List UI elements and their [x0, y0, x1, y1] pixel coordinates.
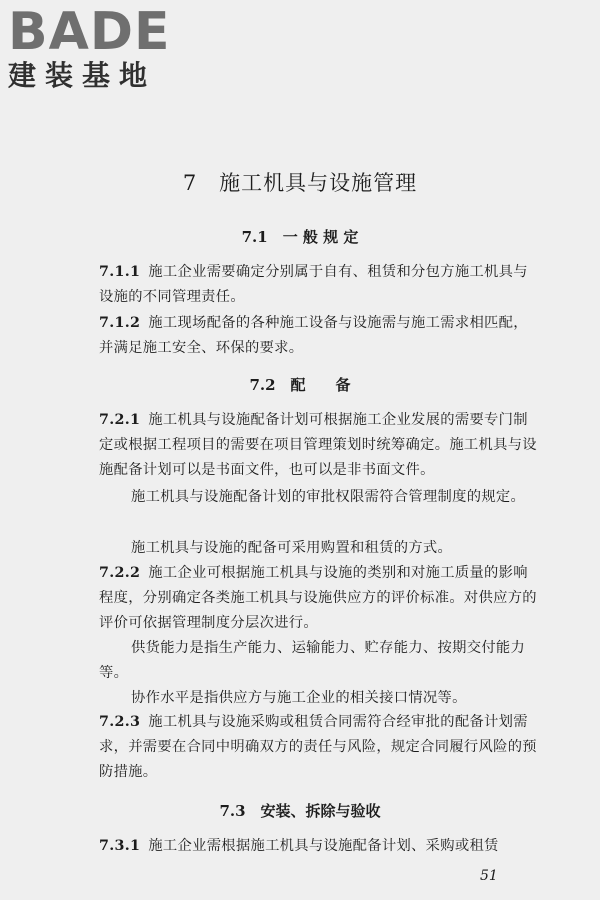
section-heading-7-1: 7.1 一 般 规 定 — [241, 228, 359, 246]
clause-7-2-3 — [99, 710, 539, 785]
clause-number: 7.2.1 — [99, 412, 141, 428]
bade-logo — [8, 4, 178, 94]
chapter-title: 7 施工机具与设施管理 — [182, 171, 418, 195]
clause-text: 施工现场配备的各种施工设备与设施需与施工需求相匹配，并满足施工安全、环保的要求。 — [99, 315, 528, 356]
logo-subtitle: 建装基地 — [8, 59, 157, 92]
clause-text: 施工企业可根据施工机具与设施的类别和对施工质量的影响程度，分别确定各类施工机具与设施供应方的评价标准。对供应方的评价可依据管理制度分层次进行。 — [99, 565, 537, 631]
clause-number: 7.3.1 — [99, 838, 141, 854]
paragraph-approval: 施工机具与设施配备计划的审批权限需符合管理制度的规定。 — [131, 489, 526, 505]
clause-number: 7.1.1 — [99, 264, 141, 280]
clause-number: 7.2.2 — [99, 565, 141, 581]
clause-text: 施工机具与设施配备计划可根据施工企业发展的需要专门制定或根据工程项目的需要在项目管理策划时统筹确定。施工机具与设施配备计划可以是书面文件，也可以是非书面文件。 — [99, 412, 537, 478]
page-number: 51 — [480, 868, 498, 884]
clause-number: 7.1.2 — [99, 315, 141, 331]
clause-number: 7.2.3 — [99, 714, 141, 730]
clause-7-1-1 — [99, 260, 539, 310]
paragraph-procurement-method: 施工机具与设施的配备可采用购置和租赁的方式。 — [131, 540, 453, 556]
logo-wordmark: BADE — [8, 2, 171, 62]
section-heading-7-2: 7.2 配 备 — [249, 376, 351, 394]
paragraph-supply-capacity: 供货能力是指生产能力、运输能力、贮存能力、按期交付能力等。 — [99, 640, 526, 681]
section-heading-7-3: 7.3 安装、拆除与验收 — [219, 802, 381, 820]
clause-7-1-2 — [99, 311, 539, 361]
clause-text: 施工企业需根据施工机具与设施配备计划、采购或租赁 — [148, 838, 499, 854]
clause-text: 施工机具与设施采购或租赁合同需符合经审批的配备计划需求，并需要在合同中明确双方的责任与风险，规定合同履行风险的预防措施。 — [99, 714, 537, 780]
clause-7-2-1 — [99, 408, 539, 483]
clause-text: 施工企业需要确定分别属于自有、租赁和分包方施工机具与设施的不同管理责任。 — [99, 264, 528, 305]
clause-7-3-1 — [99, 834, 539, 859]
paragraph-cooperation: 协作水平是指供应方与施工企业的相关接口情况等。 — [131, 690, 467, 706]
clause-7-2-2 — [99, 561, 539, 636]
